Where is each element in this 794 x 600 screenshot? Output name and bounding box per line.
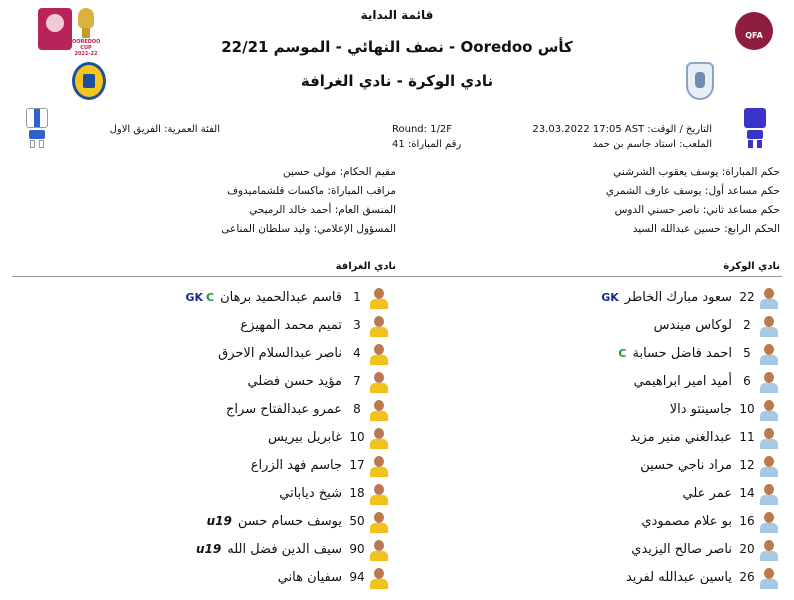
player-number: 94 [349, 570, 365, 584]
away-player-row [30, 367, 390, 395]
match-datetime [532, 124, 712, 135]
away-lineup [30, 283, 390, 591]
official-label: المسؤول الإعلامي: [310, 223, 396, 235]
player-number: 26 [739, 570, 755, 584]
officials-left [96, 166, 396, 242]
match-number [392, 139, 470, 150]
player-number: 8 [353, 402, 361, 416]
captain-badge: C [618, 346, 627, 360]
player-number: 7 [353, 374, 361, 388]
official-name: مولى حسين [282, 166, 337, 178]
away-kit-icon [26, 108, 48, 148]
player-name: مؤيد حسن فضلي [247, 373, 342, 389]
player-photo [758, 313, 780, 337]
goalkeeper-badge: GK [601, 290, 619, 304]
away-player-row [30, 311, 390, 339]
player-badges [601, 291, 619, 304]
age-group-value: الفريق الاول [109, 124, 161, 135]
section-divider [12, 276, 782, 277]
player-number: 50 [349, 514, 365, 528]
player-photo [368, 565, 390, 589]
away-player-row [30, 563, 390, 591]
away-player-row [30, 535, 390, 563]
age-group [110, 124, 220, 135]
official-row-right-3 [480, 204, 780, 223]
player-badges [207, 514, 232, 528]
player-number: 6 [743, 374, 751, 388]
player-photo [758, 369, 780, 393]
player-name: تميم محمد المهيزع [240, 317, 342, 333]
match-stadium [593, 139, 712, 150]
player-name: بو علام مصمودي [641, 513, 732, 529]
round-value: 1/2F [430, 124, 453, 135]
datetime-label: التاريخ / الوقت: [647, 124, 712, 135]
official-name: يوسف يعقوب الشرشني [613, 166, 719, 178]
player-photo [368, 481, 390, 505]
officials-right [480, 166, 780, 242]
home-player-row [420, 479, 780, 507]
player-badges [618, 347, 626, 360]
match-title: نادي الوكرة - نادي الغرافة [300, 72, 494, 90]
home-player-row [420, 563, 780, 591]
player-name: عمر علي [682, 485, 732, 501]
player-number: 18 [349, 486, 365, 500]
player-name: مراد ناجي حسين [640, 457, 732, 473]
player-name: عمرو عبدالفتاح سراج [226, 401, 342, 417]
official-row-left-4 [96, 223, 396, 242]
player-photo [368, 397, 390, 421]
goalkeeper-badge: GK [185, 290, 204, 304]
match-round [392, 124, 452, 135]
player-photo [368, 537, 390, 561]
home-team-header: نادي الوكرة [723, 261, 780, 272]
player-number: 1 [353, 290, 361, 304]
away-player-row [30, 507, 390, 535]
official-row-right-2 [480, 185, 780, 204]
player-photo [758, 453, 780, 477]
u19-badge: u19 [195, 542, 222, 556]
player-number: 4 [353, 346, 361, 360]
player-photo [758, 397, 780, 421]
player-photo [368, 453, 390, 477]
official-name: أحمد خالد الرميحي [249, 204, 332, 216]
player-photo [368, 285, 390, 309]
player-number: 10 [739, 402, 755, 416]
official-row-right-1 [480, 166, 780, 185]
official-name: وليد سلطان المناعى [221, 223, 311, 235]
player-name: يوسف حسام حسن [237, 513, 342, 529]
player-name: ناصر صالح اليزيدي [631, 541, 732, 557]
player-photo [758, 481, 780, 505]
official-name: يوسف عارف الشمري [605, 185, 702, 197]
home-player-row [420, 507, 780, 535]
qfa-logo: QFA [735, 12, 773, 50]
away-player-row [30, 283, 390, 311]
stadium-label: الملعب: [679, 139, 712, 150]
ooredoo-cup-logo: OOREDOO CUP 2021-22 [76, 8, 96, 50]
home-player-row [420, 451, 780, 479]
home-kit-icon [744, 108, 766, 148]
official-name: ناصر حسني الدوس [614, 204, 700, 216]
official-row-left-2 [96, 185, 396, 204]
player-name: غابريل بيريس [267, 429, 342, 445]
player-photo [368, 369, 390, 393]
player-name: ياسين عبدالله لفريد [625, 569, 732, 585]
player-name: شيخ دياباتي [279, 485, 342, 501]
away-player-row [30, 339, 390, 367]
u19-badge: u19 [206, 514, 232, 528]
player-name: أميد امير ابراهيمي [633, 373, 732, 389]
player-photo [368, 341, 390, 365]
away-player-row [30, 423, 390, 451]
player-photo [758, 537, 780, 561]
datetime-value: 23.03.2022 17:05 AST [532, 124, 645, 135]
official-label: المنسق العام: [331, 204, 396, 216]
match-number-value: 41 [392, 139, 405, 150]
player-photo [368, 509, 390, 533]
official-name: حسين عبدالله السيد [632, 223, 721, 235]
home-player-row [420, 423, 780, 451]
official-label: حكم مساعد أول: [701, 185, 780, 197]
captain-badge: C [206, 290, 215, 304]
player-number: 10 [349, 430, 365, 444]
player-photo [368, 313, 390, 337]
player-photo [368, 425, 390, 449]
home-player-row [420, 311, 780, 339]
player-name: عبدالغني منير مزيد [630, 429, 732, 445]
document-title: قائمة البداية [360, 8, 434, 22]
competition-title: كأس Ooredoo - نصف النهائي - الموسم 22/21 [221, 38, 573, 56]
home-player-row [420, 283, 780, 311]
official-label: الحكم الرابع: [720, 223, 780, 235]
round-label: Round: [392, 124, 428, 135]
player-number: 2 [743, 318, 751, 332]
player-name: ناصر عبدالسلام الاحرق [218, 345, 342, 361]
player-number: 3 [353, 318, 361, 332]
match-number-label: رقم المباراة: [407, 139, 462, 150]
official-label: مراقب المباراة: [324, 185, 396, 197]
player-number: 22 [739, 290, 755, 304]
official-label: مقيم الحكام: [336, 166, 396, 178]
player-photo [758, 509, 780, 533]
official-row-right-4 [480, 223, 780, 242]
away-player-row [30, 479, 390, 507]
player-photo [758, 285, 780, 309]
home-lineup [420, 283, 780, 591]
home-player-row [420, 395, 780, 423]
player-name: سفيان هاني [277, 569, 342, 585]
player-number: 14 [739, 486, 755, 500]
stadium-value: استاد جاسم بن حمد [592, 139, 676, 150]
away-player-row [30, 451, 390, 479]
player-name: سيف الدين فضل الله [227, 541, 342, 557]
player-name: جاسينتو دالا [669, 401, 732, 417]
away-player-row [30, 395, 390, 423]
player-number: 5 [743, 346, 751, 360]
player-name: لوكاس ميندس [653, 317, 732, 333]
official-name: ماكسات قلشماميدوف [227, 185, 325, 197]
player-name: جاسم فهد الزراع [250, 457, 342, 473]
age-group-label: الفئة العمرية: [164, 124, 220, 135]
player-photo [758, 425, 780, 449]
official-label: حكم المباراة: [718, 166, 780, 178]
player-badges [196, 542, 221, 556]
player-number: 90 [349, 542, 365, 556]
player-number: 17 [349, 458, 365, 472]
player-number: 11 [739, 430, 755, 444]
player-number: 16 [739, 514, 755, 528]
official-row-left-1 [96, 166, 396, 185]
player-name: قاسم عبدالحميد برهان [220, 289, 342, 305]
home-player-row [420, 367, 780, 395]
official-label: حكم مساعد ثاني: [699, 204, 780, 216]
player-photo [758, 341, 780, 365]
player-photo [758, 565, 780, 589]
home-player-row [420, 535, 780, 563]
player-badges [185, 291, 214, 304]
player-number: 12 [739, 458, 755, 472]
away-team-header: نادي الغرافة [335, 261, 396, 272]
player-number: 20 [739, 542, 755, 556]
home-player-row [420, 339, 780, 367]
player-name: احمد فاضل حسابة [632, 345, 732, 361]
player-name: سعود مبارك الخاطر [624, 289, 732, 305]
official-row-left-3 [96, 204, 396, 223]
